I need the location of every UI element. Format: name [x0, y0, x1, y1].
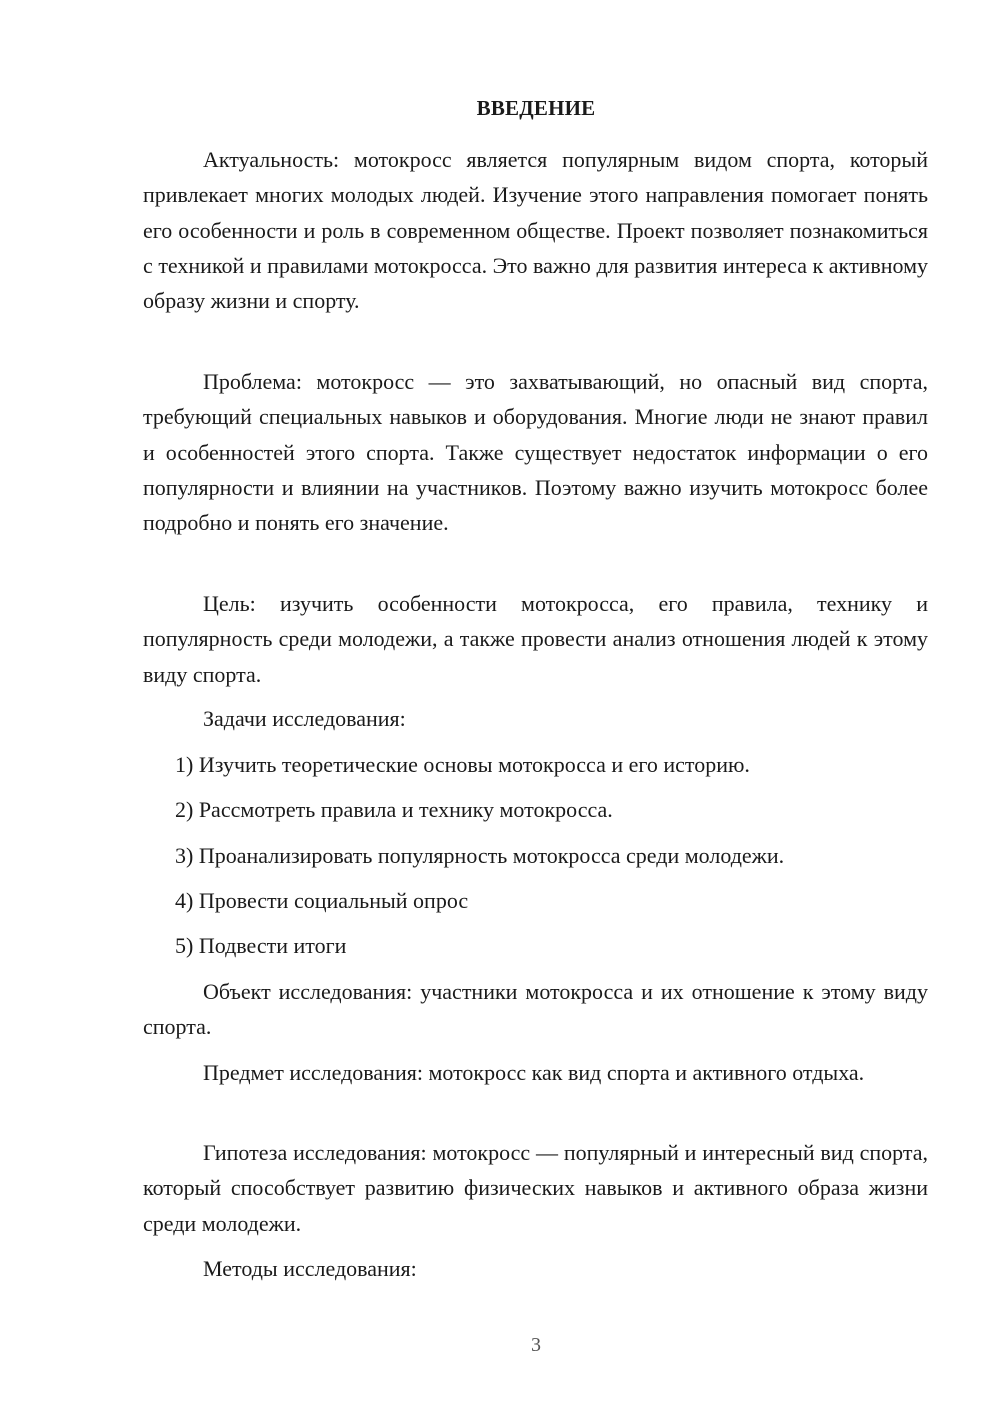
- paragraph-problem: Проблема: мотокросс — это захватывающий, но опасный вид спорта, требующий специальных навыков и оборудования. Многие люди не знают правил и особенностей этого спорта. Также существует недостаток информации о его популярности и влиянии на участников. Поэтому важно изучить мотокросс более подробно и понять его значение.: [143, 369, 928, 536]
- paragraph-object: Объект исследования: участники мотокросса и их отношение к этому виду спорта.: [143, 979, 928, 1040]
- list-item: 3) Проанализировать популярность мотокросса среди молодежи.: [175, 843, 785, 868]
- page-title: ВВЕДЕНИЕ: [476, 96, 596, 120]
- paragraph-relevance: Актуальность: мотокросс является популярным видом спорта, который привлекает многих молодых людей. Изучение этого направления помогает понять его особенности и роль в современном обществе. Проект позволяет познакомиться с техникой и правилами мотокросса. Это важно для развития интереса к активному образу жизни и спорту.: [143, 147, 928, 314]
- list-item: 4) Провести социальный опрос: [175, 888, 469, 913]
- tasks-heading: Задачи исследования:: [203, 706, 406, 731]
- list-item: 2) Рассмотреть правила и технику мотокросса.: [175, 797, 613, 822]
- paragraph-goal: Цель: изучить особенности мотокросса, его правила, технику и популярность среди молодежи, а также провести анализ отношения людей к этому виду спорта.: [143, 591, 928, 687]
- list-item: 5) Подвести итоги: [175, 933, 347, 958]
- paragraph-hypothesis: Гипотеза исследования: мотокросс — популярный и интересный вид спорта, который способствует развитию физических навыков и активного образа жизни среди молодежи.: [143, 1140, 928, 1236]
- list-item: 1) Изучить теоретические основы мотокросса и его историю.: [175, 752, 750, 777]
- methods-heading: Методы исследования:: [203, 1256, 417, 1281]
- paragraph-subject: Предмет исследования: мотокросс как вид спорта и активного отдыха.: [203, 1060, 865, 1085]
- page-number: 3: [531, 1334, 541, 1356]
